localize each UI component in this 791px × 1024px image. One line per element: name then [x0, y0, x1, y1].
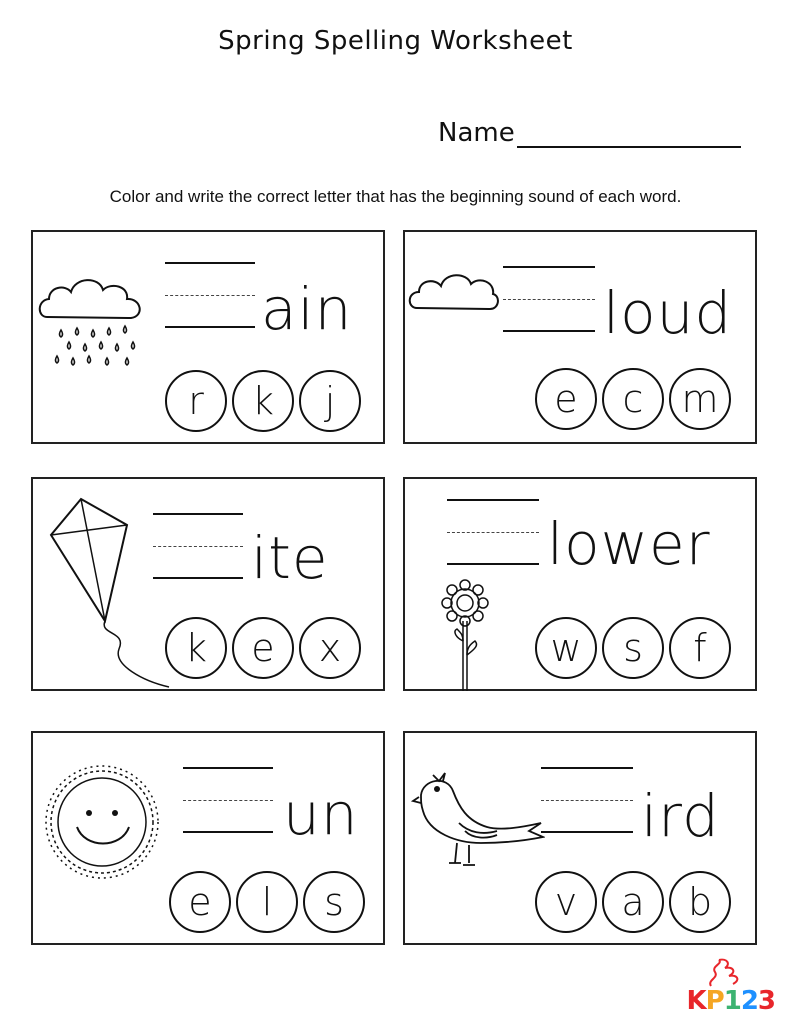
letter-choice[interactable]: e — [535, 368, 597, 430]
letter-choice[interactable]: b — [669, 871, 731, 933]
name-row — [438, 118, 741, 148]
rain-cloud-icon — [37, 272, 149, 382]
bird-icon — [411, 767, 545, 871]
letter-choices — [169, 871, 365, 933]
word-card-sun — [31, 731, 385, 945]
kite-icon — [43, 495, 173, 690]
cloud-icon — [407, 268, 499, 318]
letter-choices — [535, 617, 731, 679]
letter-choice[interactable]: f — [669, 617, 731, 679]
letter-choice[interactable]: s — [303, 871, 365, 933]
word-card-rain — [31, 230, 385, 444]
letter-choice[interactable]: v — [535, 871, 597, 933]
name-line[interactable] — [517, 122, 741, 148]
letter-choice[interactable]: s — [602, 617, 664, 679]
worksheet-title: Spring Spelling Worksheet — [218, 26, 573, 56]
letter-choice[interactable]: w — [535, 617, 597, 679]
letter-choice[interactable]: k — [165, 617, 227, 679]
letter-choices — [165, 617, 361, 679]
word-card-bird — [403, 731, 757, 945]
logo-letter: P — [705, 986, 724, 1016]
word-ending: un — [283, 780, 359, 848]
word-ending: ite — [251, 524, 329, 592]
word-card-cloud — [403, 230, 757, 444]
sun-icon — [43, 763, 161, 881]
spring-coil-icon — [705, 958, 745, 988]
logo-letter: 1 — [723, 986, 741, 1016]
word-ending: loud — [603, 279, 733, 347]
letter-choice[interactable]: e — [232, 617, 294, 679]
logo-letter: K — [686, 986, 706, 1016]
letter-choice[interactable]: r — [165, 370, 227, 432]
letter-choice[interactable]: e — [169, 871, 231, 933]
letter-choices — [535, 871, 731, 933]
letter-choice[interactable]: c — [602, 368, 664, 430]
letter-choice[interactable]: a — [602, 871, 664, 933]
letter-choice[interactable]: x — [299, 617, 361, 679]
letter-choice[interactable]: m — [669, 368, 731, 430]
word-card-kite — [31, 477, 385, 691]
word-ending: ird — [641, 782, 720, 850]
flower-icon — [435, 575, 495, 693]
logo-letter: 3 — [757, 986, 775, 1016]
word-ending: ain — [261, 275, 353, 343]
logo-letter: 2 — [740, 986, 758, 1016]
site-logo — [687, 986, 776, 1016]
word-ending: lower — [547, 510, 711, 578]
word-card-flower — [403, 477, 757, 691]
letter-choice[interactable]: k — [232, 370, 294, 432]
name-label: Name — [438, 118, 515, 148]
letter-choices — [165, 370, 361, 432]
instructions: Color and write the correct letter that has the beginning sound of each word. — [109, 187, 682, 206]
letter-choices — [535, 368, 731, 430]
letter-choice[interactable]: j — [299, 370, 361, 432]
letter-choice[interactable]: l — [236, 871, 298, 933]
